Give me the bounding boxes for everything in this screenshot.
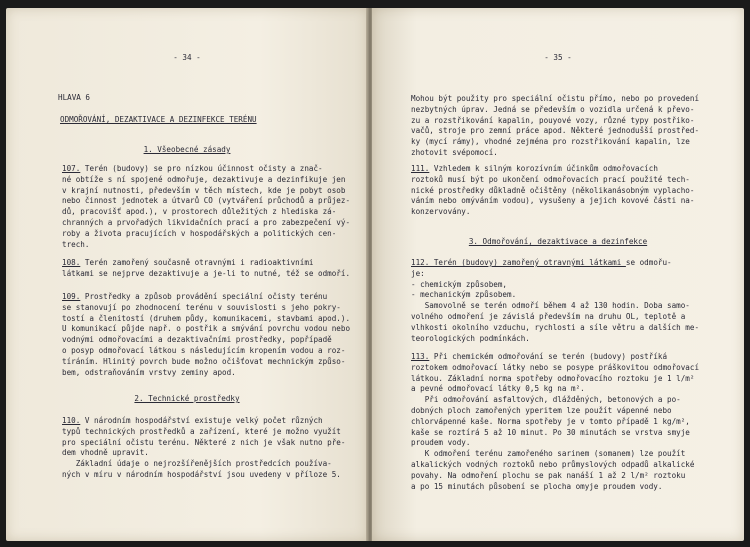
text-line: povahy. Na odmoření plochu se pak nanáší 1 až 2 l/m² roztoku bbox=[411, 470, 686, 480]
text-line bbox=[62, 164, 323, 175]
text-line: pro speciální očistu terénu. Některé z nich je však nutno pře- bbox=[62, 437, 346, 447]
text-line: je: bbox=[411, 268, 425, 278]
text-line: v krajní nutnosti, především v těch místech, kde je pobyt osob bbox=[62, 185, 346, 195]
text-line: alkalických vodných roztoků nebo průmyslových odpadů alkalické bbox=[411, 460, 695, 469]
paragraph-number: 108. bbox=[62, 258, 81, 267]
text-line: nebo činnost jednotek a útvarů CO (vytváření průchodů a průjez- bbox=[62, 196, 351, 206]
text-line bbox=[62, 416, 323, 427]
text-line: kaše se roztírá 5 až 10 minut. Po 30 minutách se vrstva smyje bbox=[411, 427, 690, 437]
text-line: - mechanickým způsobem. bbox=[411, 290, 517, 300]
paragraph-number: 112. Terén (budovy) zamořený otravnými látkami bbox=[411, 258, 626, 267]
text-line: nezbytných úprav. Jedná se především o vozidla určená k převo- bbox=[411, 104, 695, 114]
text-line: ky (mycí rámy), vhodné zejména pro rozstřikování kapalin, lze bbox=[411, 137, 690, 147]
section-heading-3: 3. Odmořování, dezaktivace a dezinfekce bbox=[468, 237, 648, 246]
paragraph-number: 109. bbox=[62, 292, 81, 301]
text-line: tostí a členitostí (druhem půdy, komunikacemi, stavbami apod.). bbox=[62, 313, 351, 323]
text-line: Samovolně se terén odmoří během 4 až 130 hodin. Doba samo- bbox=[411, 301, 690, 311]
text-line: látkou. Základní norma spotřeby odmořovacího roztoku je 1 l/m² bbox=[411, 373, 695, 383]
paragraph-text: V národním hospodářství existuje velký počet různých bbox=[80, 416, 323, 425]
text-line: vlhkosti okolního vzduchu, rychlosti a síle větru a dalších me- bbox=[411, 322, 700, 332]
text-line: zhotovit svépomocí. bbox=[411, 148, 498, 157]
text-line: konzervovány. bbox=[411, 207, 471, 217]
text-line: né obtíže s ní spojené odmořuje, dezaktivuje a dezinfikuje jen bbox=[62, 174, 346, 184]
text-line: Při odmořování asfaltových, dlážděných, betonových a po- bbox=[411, 395, 681, 405]
text-line: volného odmoření je závislá především na druhu OL, teplotě a bbox=[411, 312, 686, 321]
text-line: roby a života pracujících v hospodářských a politických cen- bbox=[62, 228, 337, 238]
text-line: trech. bbox=[62, 239, 90, 249]
text-line bbox=[411, 352, 667, 363]
text-line: nické prostředky důkladně očištěny (několikanásobným vyplacho- bbox=[411, 185, 695, 195]
text-line: vodnými odmořovacími a dezaktivačními prostředky, popřípadě bbox=[62, 335, 332, 345]
text-line: dem vhodně upravit. bbox=[62, 448, 149, 458]
text-line: látkami se nejprve dezaktivuje a je-li to nutné, též se odmoří. bbox=[62, 268, 351, 278]
text-line: roztoků musí být po ukončení odmořovacích prací použité tech- bbox=[411, 174, 690, 184]
text-line: K odmoření terénu zamořeného sarinem (somanem) lze použít bbox=[411, 449, 686, 459]
paragraph-text: Při chemickém odmořování se terén (budovy) postříká bbox=[429, 352, 668, 361]
text-line: - chemickým způsobem, bbox=[411, 279, 508, 289]
section-heading-2: 2. Technické prostředky bbox=[134, 394, 240, 403]
paragraph-number: 107. bbox=[62, 164, 81, 173]
text-line: tíráním. Hlinitý povrch bude možno očišťovat mechnickým způso- bbox=[62, 356, 346, 366]
text-line: chranných a prvořadých likvidačních prací a pro zabezpečení vý- bbox=[62, 218, 351, 227]
text-line: bem, odstraňováním vrstvy zeminy apod. bbox=[62, 367, 236, 377]
text-line: zu a rozstřikování kapalin, pouyové vozy, různé typy postřiko- bbox=[411, 115, 695, 125]
text-line bbox=[62, 258, 313, 269]
text-line: Mohou být použity pro speciální očistu přímo, nebo po provedení bbox=[411, 94, 700, 103]
chapter-title: ODMOŘOVÁNÍ, DEZAKTIVACE A DEZINFEKCE TERÉNU bbox=[60, 115, 257, 124]
text-line: ných v míru v národním hospodářství jsou uvedeny v příloze 5. bbox=[62, 470, 341, 479]
paragraph-number: 111. bbox=[411, 164, 430, 173]
paragraph-text: Terén (budovy) se pro nízkou účinnost očisty a znač- bbox=[80, 164, 323, 173]
text-line: dobných ploch zamořených yperitem lze použít vápenné nebo bbox=[411, 406, 672, 415]
text-line: dů, pracovišť apod.), v prostorech důležitých z hlediska zá- bbox=[62, 207, 337, 217]
text-line: teorologických podmínkách. bbox=[411, 333, 530, 343]
paragraph-number: 113. bbox=[411, 352, 430, 361]
text-line: o posyp odmořovací látkou s následujícím kropením vodou a roz- bbox=[62, 346, 346, 355]
text-line: roztokem odmořovací látky nebo se posype práškovitou odmořovací bbox=[411, 362, 700, 372]
paragraph-text: Prostředky a způsob provádění speciální očisty terénu bbox=[80, 292, 328, 301]
paragraph-text: Vzhledem k silným korozívním účinkům odmořovacích bbox=[429, 164, 658, 173]
chapter-label: HLAVA 6 bbox=[58, 93, 91, 102]
text-line: a po 15 minutách působení se plocha omyje proudem vody. bbox=[411, 481, 663, 491]
text-line bbox=[62, 292, 327, 303]
text-line bbox=[411, 258, 672, 269]
text-line: chlorvápenné kaše. Norma spotřeby je v tomto případě 1 kg/m², bbox=[411, 416, 690, 426]
text-line: vačů, stroje pro zemní práce apod. Některé jednodušší prostřed- bbox=[411, 126, 700, 136]
text-line: proudem vody. bbox=[411, 438, 471, 448]
page-number-left: - 34 - bbox=[173, 53, 201, 62]
paragraph-text: Terén zamořený současně otravnými i radioaktivními bbox=[80, 258, 314, 267]
page-number-right: - 35 - bbox=[544, 53, 572, 62]
paragraph-text: se odmořu- bbox=[625, 258, 672, 267]
text-line: typů technických prostředků a zařízení, které je možno využít bbox=[62, 426, 341, 436]
text-line: U komunikací půjde např. o postřik a smývání povrchu vodou nebo bbox=[62, 324, 351, 334]
text-line bbox=[411, 164, 658, 175]
text-line: Základní údaje o nejrozšířenějších prostředcích používa- bbox=[62, 459, 332, 469]
section-heading-1: 1. Všeobecné zásady bbox=[143, 145, 231, 154]
text-line: se stanovují po zhodnocení terénu v souvislosti s jeho pokry- bbox=[62, 302, 341, 312]
paragraph-number: 110. bbox=[62, 416, 81, 425]
text-line: a pevné odmořovací látky 0,5 kg na m². bbox=[411, 384, 585, 394]
text-line: váním nebo omýváním vodou), vysušeny a jejich kovové části na- bbox=[411, 196, 695, 206]
